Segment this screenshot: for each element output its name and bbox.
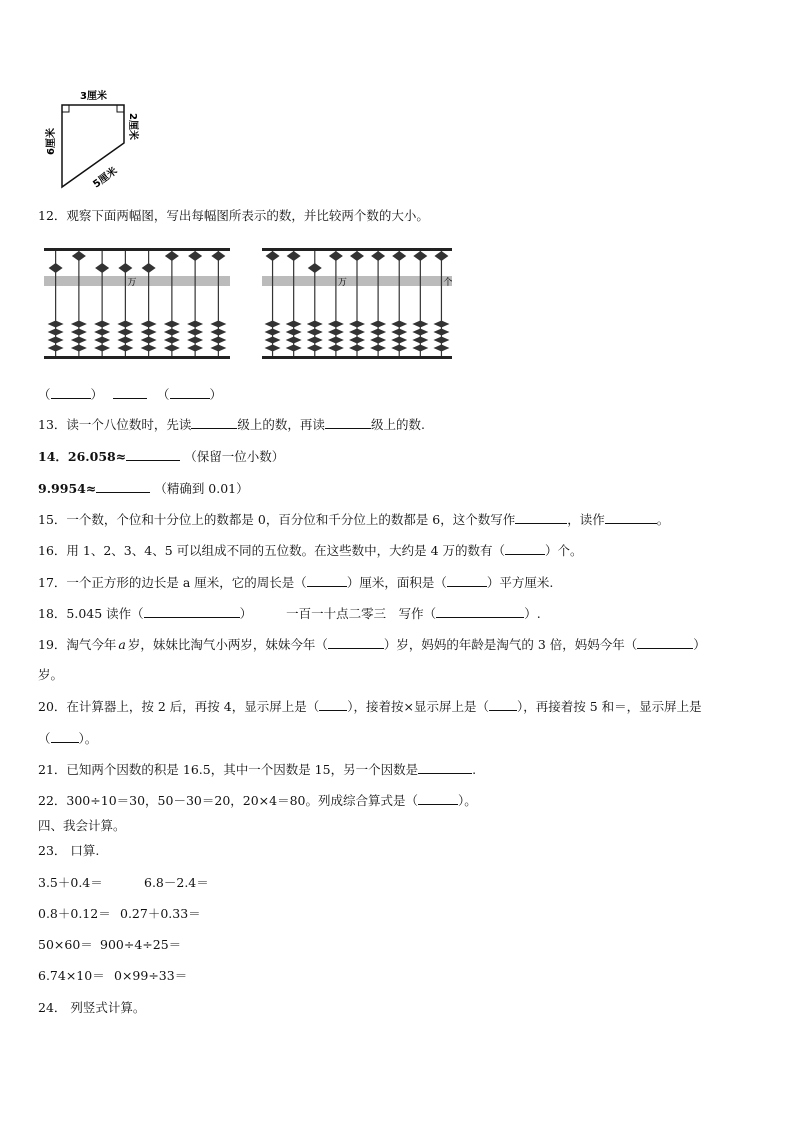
blank[interactable]	[96, 480, 150, 493]
abacus-upper-bead	[308, 263, 322, 273]
abacus-lower-bead	[210, 321, 226, 328]
abacus-lower-bead	[286, 329, 302, 336]
abacus-lower-bead	[210, 329, 226, 336]
abacus-lower-bead	[94, 321, 110, 328]
calc-row: 6.74×10＝ 0×99÷33＝	[38, 968, 188, 983]
abacus-upper-bead	[49, 263, 63, 273]
abacus-lower-bead	[94, 337, 110, 344]
abacus-lower-bead	[265, 321, 281, 328]
abacus-upper-bead	[434, 251, 448, 261]
abacus-lower-bead	[187, 337, 203, 344]
abacus-lower-bead	[370, 321, 386, 328]
abacus-lower-bead	[412, 345, 428, 352]
abacus-lower-bead	[117, 321, 133, 328]
blank[interactable]	[605, 511, 657, 524]
question-21: 21．已知两个因数的积是 16.5，其中一个因数是 15，另一个因数是 .	[38, 762, 477, 777]
abacus-upper-bead	[118, 263, 132, 273]
abacus-lower-bead	[433, 329, 449, 336]
section-4-heading: 四、我会计算。	[38, 818, 126, 833]
blank[interactable]	[126, 448, 180, 461]
blank[interactable]	[418, 761, 472, 774]
abacus-lower-bead	[210, 337, 226, 344]
abacus-lower-bead	[48, 345, 64, 352]
abacus-lower-bead	[141, 337, 157, 344]
abacus-upper-bead	[165, 251, 179, 261]
top-length-label: 3厘米	[80, 91, 107, 102]
abacus-lower-bead	[117, 345, 133, 352]
question-17: 17．一个正方形的边长是 a 厘米，它的周长是（ ）厘米，面积是（ ）平方厘米.	[38, 575, 554, 590]
abacus-lower-bead	[328, 345, 344, 352]
slant-length-label: 5厘米	[91, 165, 120, 191]
abacus-lower-bead	[286, 321, 302, 328]
abacus-lower-bead	[48, 337, 64, 344]
abacus-lower-bead	[433, 337, 449, 344]
abacus-lower-bead	[265, 345, 281, 352]
abacus-upper-bead	[142, 263, 156, 273]
question-19-cont: 岁。	[38, 667, 64, 682]
abacus-lower-bead	[412, 337, 428, 344]
blank[interactable]	[637, 636, 693, 649]
abacus-place-mark: 万	[337, 278, 347, 288]
abacus-lower-bead	[48, 329, 64, 336]
abacus-upper-bead	[413, 251, 427, 261]
abacus-lower-bead	[328, 321, 344, 328]
question-20: 20．在计算器上，按 2 后，再按 4，显示屏上是（ ），接着按×显示屏上是（ ），再接着按 5 和＝，显示屏上是	[38, 699, 702, 714]
calc-row: 50×60＝ 900÷4÷25＝	[38, 937, 182, 952]
abacus-upper-bead	[392, 251, 406, 261]
abacus-lower-bead	[307, 345, 323, 352]
blank[interactable]	[489, 698, 517, 711]
question-20-cont: （ ）。	[38, 731, 98, 746]
abacus-lower-bead	[391, 321, 407, 328]
abacus-place-mark: 万	[127, 278, 137, 288]
question-22: 22．300÷10＝30，50－30＝20，20×4＝80。列成综合算式是（ ）。	[38, 793, 477, 808]
abacus-lower-bead	[265, 337, 281, 344]
abacus-lower-bead	[349, 329, 365, 336]
abacus-upper-bead	[211, 251, 225, 261]
abacus-lower-bead	[307, 337, 323, 344]
abacus-lower-bead	[307, 329, 323, 336]
abacus-lower-bead	[71, 321, 87, 328]
abacus-lower-bead	[48, 321, 64, 328]
abacus-lower-bead	[187, 345, 203, 352]
abacus-upper-bead	[371, 251, 385, 261]
abacus-upper-bead	[266, 251, 280, 261]
blank[interactable]	[436, 605, 524, 618]
question-19: 19．淘气今年 a 岁，妹妹比淘气小两岁，妹妹今年（ ）岁，妈妈的年龄是淘气的 3 倍，妈妈今年（ ）	[38, 637, 706, 652]
abacus-lower-bead	[391, 345, 407, 352]
abacus-lower-bead	[391, 337, 407, 344]
abacus-lower-bead	[349, 345, 365, 352]
abacus-lower-bead	[412, 321, 428, 328]
abacus-lower-bead	[94, 345, 110, 352]
abacus-lower-bead	[370, 345, 386, 352]
abacus-upper-bead	[287, 251, 301, 261]
calc-row: 3.5＋0.4＝ 6.8－2.4＝	[38, 875, 209, 890]
question-12: 12．观察下面两幅图，写出每幅图所表示的数，并比较两个数的大小。	[38, 208, 429, 223]
question-18: 18．5.045 读作（ ） 一百一十点二零三 写作（ ）.	[38, 606, 541, 621]
blank[interactable]	[505, 542, 545, 555]
abacus-lower-bead	[164, 321, 180, 328]
abacus-lower-bead	[117, 337, 133, 344]
blank[interactable]	[170, 386, 210, 399]
blank[interactable]	[325, 416, 371, 429]
abacus-place-mark: 个	[443, 278, 452, 288]
blank[interactable]	[515, 511, 567, 524]
abacus-lower-bead	[210, 345, 226, 352]
abacus-upper-bead	[72, 251, 86, 261]
abacus-lower-bead	[349, 337, 365, 344]
question-15: 15．一个数，个位和十分位上的数都是 0，百分位和千分位上的数都是 6，这个数写作 ，读作 。	[38, 512, 670, 527]
abacus-lower-bead	[370, 329, 386, 336]
blank[interactable]	[307, 574, 347, 587]
left-length-label: 6厘米	[46, 128, 57, 155]
abacus-lower-bead	[391, 329, 407, 336]
right-angle-mark-left	[62, 105, 69, 112]
abacus-lower-bead	[71, 337, 87, 344]
blank[interactable]	[191, 416, 237, 429]
abacus-left	[44, 248, 230, 360]
question-16: 16．用 1、2、3、4、5 可以组成不同的五位数。在这些数中，大约是 4 万的数有（ ）个。	[38, 543, 583, 558]
abacus-lower-bead	[71, 345, 87, 352]
abacus-lower-bead	[349, 321, 365, 328]
abacus-lower-bead	[94, 329, 110, 336]
question-24: 24． 列竖式计算。	[38, 1000, 146, 1015]
abacus-upper-bead	[188, 251, 202, 261]
abacus-upper-bead	[350, 251, 364, 261]
blank[interactable]	[418, 792, 458, 805]
abacus-lower-bead	[187, 321, 203, 328]
abacus-lower-bead	[307, 321, 323, 328]
right-angle-mark-right	[117, 105, 124, 112]
abacus-lower-bead	[141, 321, 157, 328]
abacus-lower-bead	[164, 337, 180, 344]
calc-row: 0.8＋0.12＝ 0.27＋0.33＝	[38, 906, 201, 921]
question-14: 14．26.058≈ （保留一位小数）	[38, 449, 285, 464]
abacus-lower-bead	[433, 345, 449, 352]
abacus-lower-bead	[286, 345, 302, 352]
abacus-upper-bead	[329, 251, 343, 261]
q12-answer-line: （ ） （ ）	[38, 387, 223, 402]
abacus-lower-bead	[328, 329, 344, 336]
abacus-lower-bead	[412, 329, 428, 336]
abacus-lower-bead	[187, 329, 203, 336]
abacus-lower-bead	[265, 329, 281, 336]
blank[interactable]	[447, 574, 487, 587]
abacus-lower-bead	[164, 329, 180, 336]
blank[interactable]	[328, 636, 384, 649]
abacus-lower-bead	[433, 321, 449, 328]
blank[interactable]	[51, 730, 79, 743]
abacus-lower-bead	[71, 329, 87, 336]
blank[interactable]	[144, 605, 240, 618]
right-length-label: 2厘米	[127, 113, 138, 140]
abacus-upper-bead	[95, 263, 109, 273]
question-13: 13．读一个八位数时，先读 级上的数，再读 级上的数.	[38, 417, 425, 432]
abacus-lower-bead	[370, 337, 386, 344]
abacus-lower-bead	[328, 337, 344, 344]
abacus-lower-bead	[286, 337, 302, 344]
abacus-lower-bead	[141, 345, 157, 352]
trapezoid-figure	[34, 85, 154, 195]
abacus-lower-bead	[164, 345, 180, 352]
blank[interactable]	[51, 386, 91, 399]
blank[interactable]	[319, 698, 347, 711]
question-23: 23． 口算.	[38, 843, 100, 858]
abacus-right	[262, 248, 452, 360]
question-14b: 9.9954≈ （精确到 0.01）	[38, 481, 249, 496]
abacus-lower-bead	[141, 329, 157, 336]
compare-blank[interactable]	[113, 386, 147, 399]
abacus-lower-bead	[117, 329, 133, 336]
